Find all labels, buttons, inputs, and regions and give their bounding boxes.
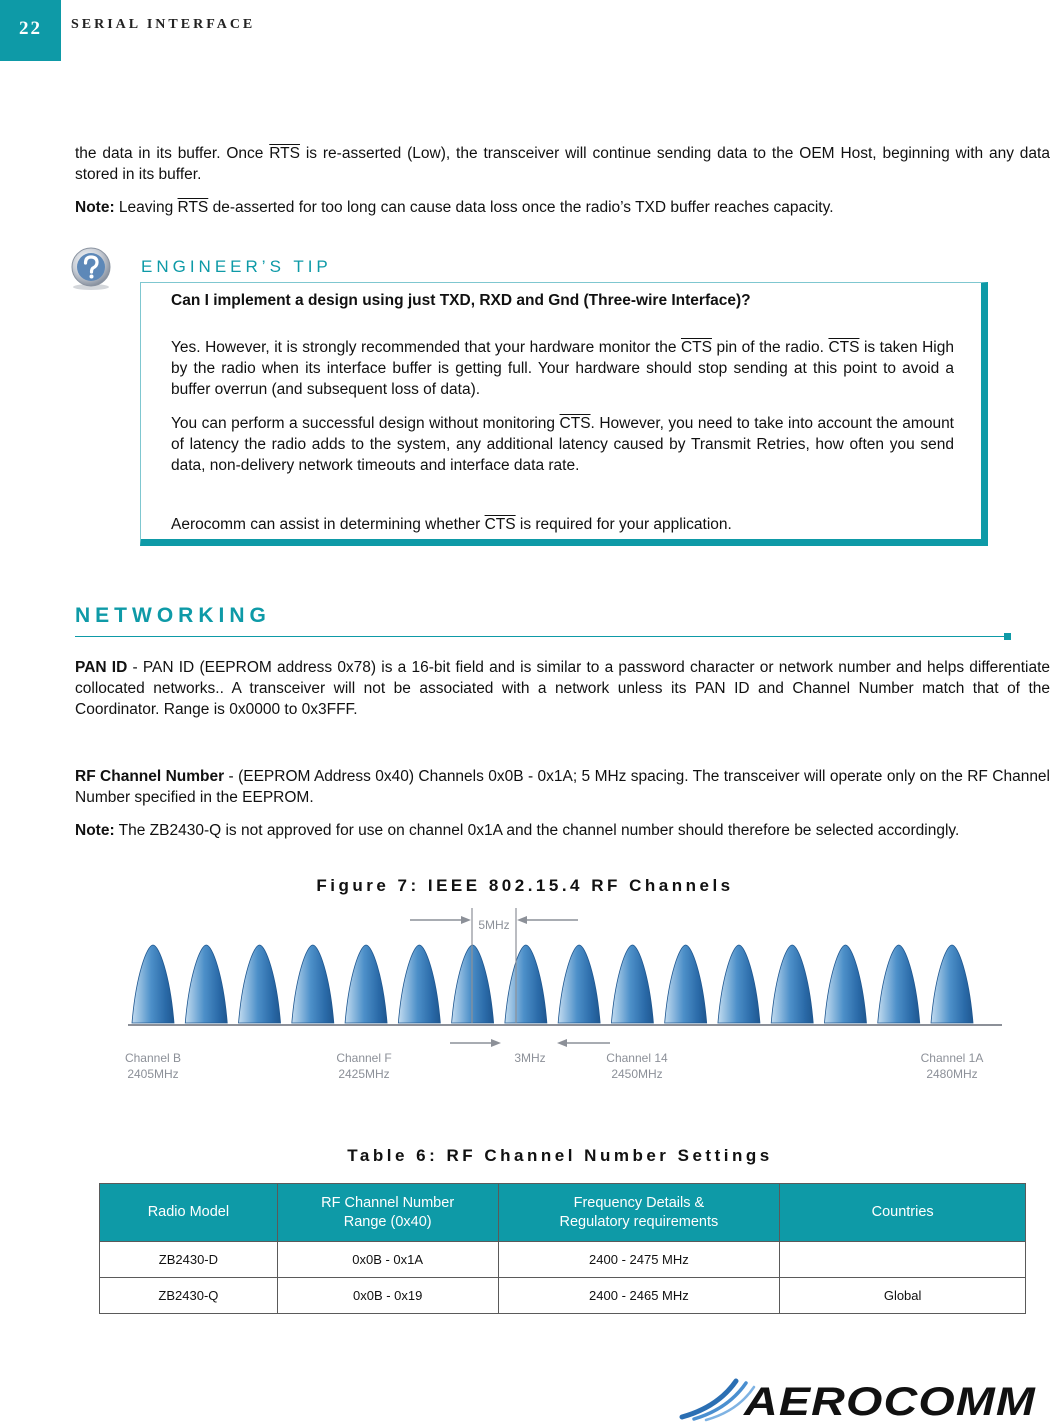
channel-lobe	[824, 945, 866, 1023]
channel-lobe	[239, 945, 281, 1023]
logo-wordmark: AEROCOMM	[742, 1380, 1037, 1423]
table-cell: 2400 - 2475 MHz	[498, 1242, 780, 1278]
column-header: Radio Model	[100, 1184, 278, 1242]
rts-signal: $\overline{RTS}$	[269, 145, 300, 162]
table-row	[100, 1278, 1026, 1314]
channel-label: Channel B	[124, 1051, 182, 1065]
intro-paragraph: the data in its buffer. Once $\overline{RTS}$ is re-asserted (Low), the transceiver will continue sending data to the OEM Host, beginning with any data stored in its buffer.	[75, 145, 1050, 183]
page-number: 22	[0, 0, 61, 61]
rf-channel-label: RF Channel Number	[75, 768, 225, 785]
table-cell	[780, 1242, 1026, 1278]
tip-box	[140, 282, 988, 546]
table-header-row	[100, 1184, 1026, 1242]
section-rule	[75, 636, 1005, 637]
table-caption: Table 6: RF Channel Number Settings	[347, 1146, 773, 1165]
tip-paragraph: Aerocomm can assist in determining whether $\overline{CTS}$ is required for your application.	[171, 516, 732, 533]
cts-signal: $\overline{CTS}$	[680, 339, 712, 356]
networking-title: NETWORKING	[75, 604, 271, 627]
arrow-head-icon	[491, 1039, 501, 1047]
channel-lobe	[878, 945, 920, 1023]
cts-signal: $\overline{CTS}$	[559, 415, 591, 432]
table-cell: 0x0B - 0x19	[277, 1278, 498, 1314]
question-icon	[68, 246, 114, 292]
pan-id-paragraph: PAN ID - PAN ID (EEPROM address 0x78) is a 16-bit field and is similar to a password character or network number and helps differentiate collocated networks.. A transceiver will not be associated with a network unless its PAN ID and Channel Number match that of the Coordinator. Range is 0x0000 to 0x3FFF.	[75, 659, 1050, 718]
column-header: Frequency Details & Regulatory requirements	[498, 1184, 780, 1242]
arrow-head-icon	[557, 1039, 567, 1047]
table-row	[100, 1242, 1026, 1278]
channel-lobe	[345, 945, 387, 1023]
section-rule-marker	[1004, 633, 1011, 640]
rf-channel-table	[99, 1183, 1026, 1314]
gap-label: 3MHz	[514, 1051, 546, 1065]
intro-note: Note: Leaving $\overline{RTS}$ de-asserted for too long can cause data loss once the radio’s TXD buffer reaches capacity.	[75, 199, 834, 216]
spacing-label: 5MHz	[478, 918, 510, 932]
channel-lobe	[665, 945, 707, 1023]
note-label: Note:	[75, 822, 115, 839]
channel-frequency: 2480MHz	[926, 1067, 978, 1081]
channel-lobe	[292, 945, 334, 1023]
tip-paragraph: Yes. However, it is strongly recommended that your hardware monitor the $\overline{CTS}$ pin of the radio. $\overline{CTS}$ is taken High by the radio when its interface buffer is getting full. Your hardware should stop sending at this point to avoid a buffer overrun (and subsequent loss of data).	[171, 339, 954, 398]
channel-lobe	[718, 945, 760, 1023]
channel-lobe	[398, 945, 440, 1023]
pan-id-label: PAN ID	[75, 659, 128, 676]
channel-lobe	[771, 945, 813, 1023]
rf-channels-figure	[120, 903, 1010, 1095]
channel-frequency: 2425MHz	[338, 1067, 390, 1081]
table-cell: Global	[780, 1278, 1026, 1314]
arrow-head-icon	[461, 916, 471, 924]
channel-frequency: 2405MHz	[127, 1067, 179, 1081]
cts-signal: $\overline{CTS}$	[484, 516, 516, 533]
channel-lobe	[931, 945, 973, 1023]
table-cell: ZB2430-D	[100, 1242, 278, 1278]
note-label: Note:	[75, 199, 115, 216]
column-header: Countries	[780, 1184, 1026, 1242]
channel-label: Channel 14	[606, 1051, 668, 1065]
channel-lobe	[132, 945, 174, 1023]
aerocomm-logo	[678, 1373, 1043, 1423]
table-cell: 2400 - 2465 MHz	[498, 1278, 780, 1314]
figure-caption: Figure 7: IEEE 802.15.4 RF Channels	[316, 876, 734, 895]
arrow-head-icon	[517, 916, 527, 924]
tip-title: ENGINEER’S TIP	[141, 257, 332, 276]
tip-question: Can I implement a design using just TXD, RXD and Gnd (Three-wire Interface)?	[171, 292, 751, 309]
cts-signal: $\overline{CTS}$	[828, 339, 860, 356]
section-header: SERIAL INTERFACE	[71, 17, 256, 32]
channel-lobe	[505, 945, 547, 1023]
channel-lobe	[558, 945, 600, 1023]
rts-signal: $\overline{RTS}$	[177, 199, 209, 216]
table-cell: 0x0B - 0x1A	[277, 1242, 498, 1278]
channel-label: Channel 1A	[920, 1051, 984, 1065]
channel-lobes	[132, 945, 973, 1023]
channel-frequency: 2450MHz	[611, 1067, 663, 1081]
tip-paragraph: You can perform a successful design without monitoring $\overline{CTS}$. However, you need to take into account the amount of latency the radio adds to the system, any additional latency caused by Transmit Retries, how often you send data, non-delivery network timeouts and interface data rate.	[171, 415, 954, 474]
column-header: RF Channel Number Range (0x40)	[277, 1184, 498, 1242]
channel-label: Channel F	[336, 1051, 392, 1065]
channel-lobe	[611, 945, 653, 1023]
rf-channel-paragraph: RF Channel Number - (EEPROM Address 0x40) Channels 0x0B - 0x1A; 5 MHz spacing. The transceiver will operate only on the RF Channel Number specified in the EEPROM.	[75, 768, 1050, 806]
channel-note: Note: The ZB2430-Q is not approved for use on channel 0x1A and the channel number should therefore be selected accordingly.	[75, 822, 960, 839]
channel-lobe	[185, 945, 227, 1023]
table-cell: ZB2430-Q	[100, 1278, 278, 1314]
